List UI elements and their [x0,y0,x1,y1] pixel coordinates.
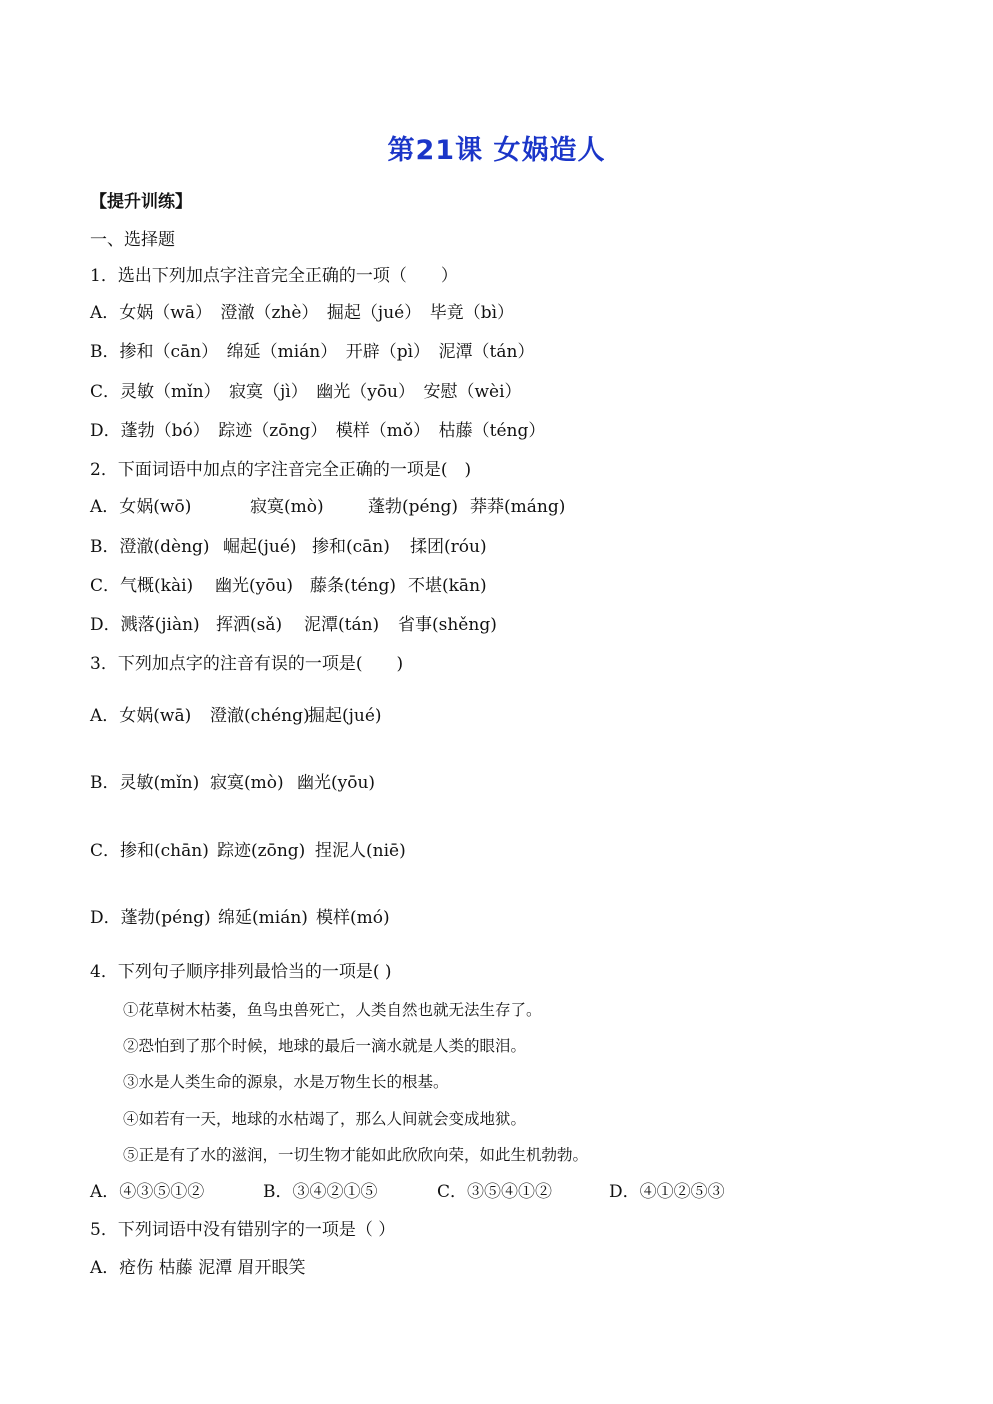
q2-d-word-2: 挥洒(sǎ) [216,615,283,635]
section-label: 【提升训练】 [90,192,192,212]
q3-d-word-2: 绵延(mián) [218,908,308,928]
q2-b-word-2: 崛起(jué) [223,537,297,557]
q2-c-word-2: 幽光(yōu) [215,576,294,596]
q3-a-word-1: A．女娲(wā) [90,706,192,726]
q4-option-a: A．④③⑤①② [90,1182,205,1202]
q2-a-word-1: A．女娲(wō) [90,497,192,517]
q2-b-word-3: 掺和(cān) [312,537,390,557]
q1-option-a: A．女娲（wā） 澄澈（zhè） 掘起（jué） 毕竟（bì） [90,303,515,323]
q3-c-word-2: 踪迹(zōng) [217,841,306,861]
q3-b-word-3: 幽光(yōu) [297,773,376,793]
q2-a-word-2: 寂寞(mò) [250,497,324,517]
q4-sentence-3: ③水是人类生命的源泉，水是万物生长的根基。 [123,1073,449,1091]
q4-sentence-2: ②恐怕到了那个时候，地球的最后一滴水就是人类的眼泪。 [123,1037,527,1055]
q3-b-word-2: 寂寞(mò) [210,773,284,793]
q2-c-word-4: 不堪(kān) [408,576,487,596]
q2-d-word-4: 省事(shěng) [398,615,497,635]
q2-c-word-3: 藤条(téng) [310,576,396,596]
q2-d-word-1: D．溅落(jiàn) [90,615,200,635]
q4-sentence-4: ④如若有一天，地球的水枯竭了，那么人间就会变成地狱。 [123,1110,527,1128]
q3-d-word-1: D．蓬勃(péng) [90,908,211,928]
q3-a-word-3: 掘起(jué) [308,706,382,726]
q3-c-word-3: 捏泥人(niē) [315,841,406,861]
q2-d-word-3: 泥潭(tán) [304,615,380,635]
q5-stem: 5．下列词语中没有错别字的一项是（ ） [90,1220,396,1240]
q5-option-a: A．疮伤 枯藤 泥潭 眉开眼笑 [90,1258,306,1278]
q2-c-word-1: C．气概(kài) [90,576,194,596]
q1-option-b: B．掺和（cān） 绵延（mián） 开辟（pì） 泥潭（tán） [90,342,535,362]
q2-a-word-4: 莽莽(máng) [470,497,566,517]
q3-c-word-1: C．掺和(chān) [90,841,209,861]
q4-option-c: C．③⑤④①② [437,1182,553,1202]
q1-stem: 1．选出下列加点字注音完全正确的一项（ ） [90,266,458,286]
q1-option-d: D．蓬勃（bó） 踪迹（zōng） 模样（mǒ） 枯藤（téng） [90,421,546,441]
section-subtitle: 一、选择题 [90,230,175,250]
q3-d-word-3: 模样(mó) [316,908,390,928]
q2-b-word-1: B．澄澈(dèng) [90,537,210,557]
q4-sentence-1: ①花草树木枯萎，鱼鸟虫兽死亡，人类自然也就无法生存了。 [123,1001,542,1019]
q4-option-d: D．④①②⑤③ [609,1182,725,1202]
q4-option-b: B．③④②①⑤ [263,1182,378,1202]
q3-a-word-2: 澄澈(chéng) [210,706,310,726]
q2-a-word-3: 蓬勃(péng) [368,497,459,517]
q3-b-word-1: B．灵敏(mǐn) [90,773,200,793]
page-title: 第21课 女娲造人 [387,135,606,166]
q2-stem: 2．下面词语中加点的字注音完全正确的一项是( ) [90,460,472,480]
q4-sentence-5: ⑤正是有了水的滋润，一切生物才能如此欣欣向荣，如此生机勃勃。 [123,1146,589,1164]
q4-stem: 4．下列句子顺序排列最恰当的一项是( ) [90,962,392,982]
q1-option-c: C．灵敏（mǐn） 寂寞（jì） 幽光（yōu） 安慰（wèi） [90,382,522,402]
q2-b-word-4: 揉团(róu) [410,537,487,557]
q3-stem: 3．下列加点字的注音有误的一项是( ) [90,654,404,674]
